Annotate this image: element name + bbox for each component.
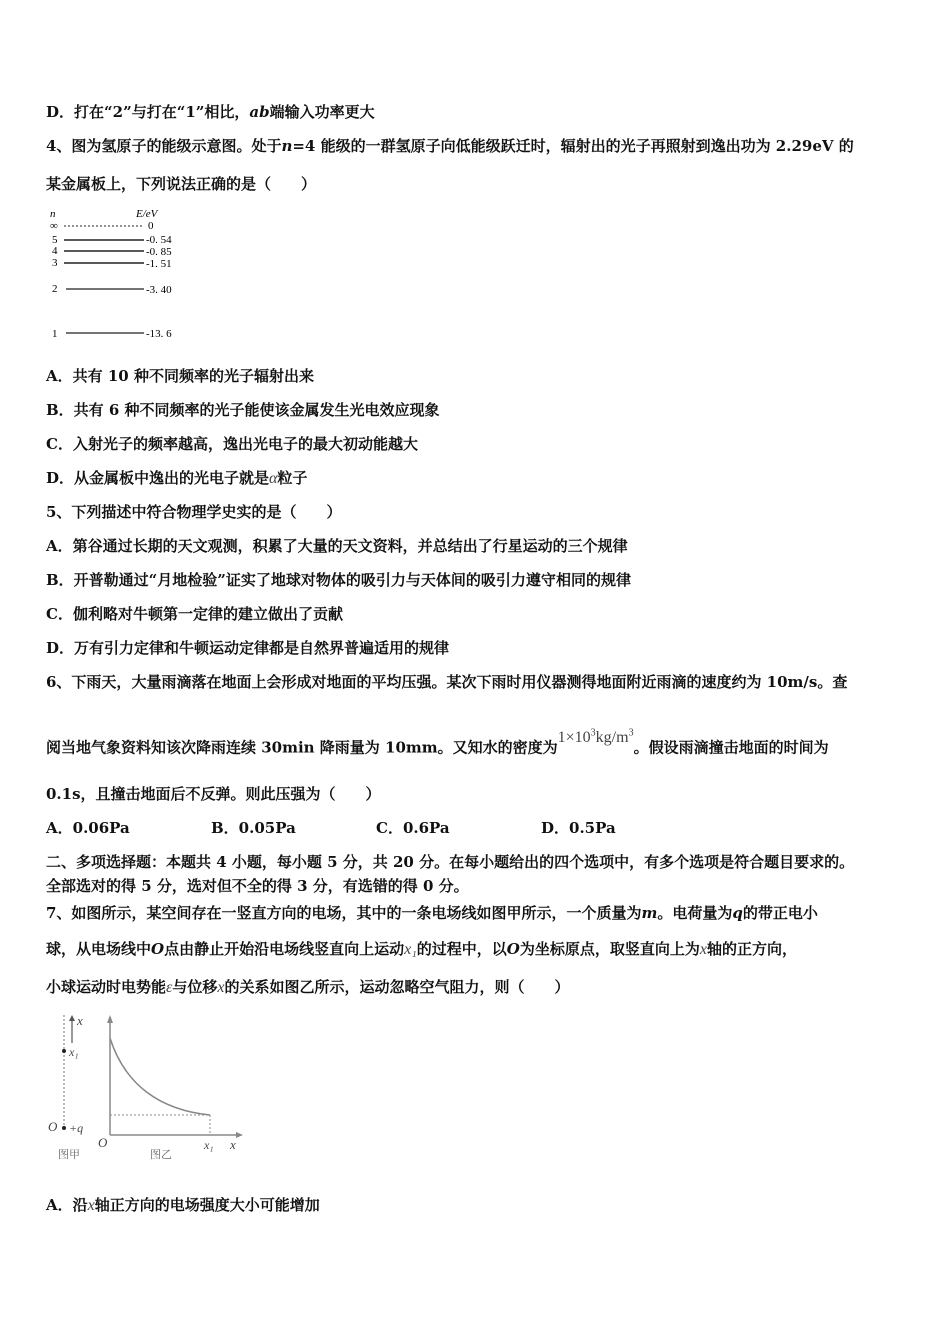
q6-option-b: B．0.05Pa — [211, 819, 296, 837]
svg-text:4: 4 — [52, 245, 58, 257]
q4-option-a: A．共有 10 种不同频率的光子辐射出来 — [46, 367, 314, 385]
potential-energy-curve — [110, 1038, 210, 1115]
density-value: $1\times 10^3kg/m^3$ — [557, 728, 634, 747]
svg-text:x₁: x₁ — [69, 1045, 79, 1059]
svg-text:-0. 85: -0. 85 — [146, 246, 172, 258]
svg-text:-13. 6: -13. 6 — [146, 328, 172, 340]
level-1 — [52, 328, 172, 340]
text: D．打在“2”与打在“1”相比， — [46, 103, 250, 121]
svg-text:1: 1 — [52, 328, 58, 340]
text: 阅当地气象资料知该次降雨连续 30min 降雨量为 10mm。又知水的密度为 — [46, 738, 558, 757]
q6-stem-line3: 0.1s，且撞击地面后不反弹。则此压强为（ ） — [46, 785, 381, 803]
svg-text:5: 5 — [52, 234, 58, 246]
svg-text:∞: ∞ — [50, 220, 58, 232]
q5-option-d: D．万有引力定律和牛顿运动定律都是自然界普遍适用的规律 — [46, 639, 450, 657]
svg-text:+q: +q — [69, 1121, 84, 1135]
text: =4 能级的一群氢原子向低能级跃迁时，辐射出的光子再照射到逸出功为 2.29eV 的 — [292, 137, 854, 155]
q7-option-a: A．沿x轴正方向的电场强度大小可能增加 — [46, 1196, 320, 1214]
text: 。假设雨滴撞击地面的时间为 — [633, 738, 829, 757]
text: 4、图为氢原子的能级示意图。处于 — [46, 137, 282, 155]
q7-stem-line2: 球，从电场线中O点由静止开始沿电场线竖直向上运动x₁的过程中，以O为坐标原点，取竖直向上为x轴的正方向， — [46, 940, 798, 958]
svg-text:O: O — [48, 1119, 58, 1134]
var-ab: ab — [249, 103, 270, 121]
svg-text:0: 0 — [148, 220, 154, 232]
q4-option-b: B．共有 6 种不同频率的光子能使该金属发生光电效应现象 — [46, 401, 440, 419]
q4-option-c: C．入射光子的频率越高，逸出光电子的最大初动能越大 — [46, 435, 418, 453]
level-5 — [52, 234, 172, 246]
q6-stem-line2 — [46, 728, 829, 758]
q7-stem-line1: 7、如图所示，某空间存在一竖直方向的电场，其中的一条电场线如图甲所示，一个质量为m。电荷量为q的带正电小 — [46, 904, 818, 922]
q6-stem-line1: 6、下雨天，大量雨滴落在地面上会形成对地面的平均压强。某次下雨时用仪器测得地面附近雨滴的速度约为 10m/s。查 — [46, 673, 848, 691]
svg-text:x₁: x₁ — [204, 1138, 214, 1152]
e-axis-label: E/eV — [136, 208, 158, 220]
section-2-instructions: 全部选对的得 5 分，选对但不全的得 3 分，有选错的得 0 分。 — [46, 877, 469, 895]
level-2 — [52, 283, 172, 296]
q4-option-d — [46, 468, 307, 489]
svg-text:-1. 51: -1. 51 — [146, 258, 172, 270]
level-3 — [52, 257, 172, 270]
var-n: n — [281, 137, 293, 155]
svg-text:3: 3 — [52, 257, 58, 269]
text: 粒子 — [277, 469, 308, 487]
section-2-heading: 二、多项选择题：本题共 4 小题，每小题 5 分，共 20 分。在每小题给出的四个选项中，有多个选项是符合题目要求的。 — [46, 853, 855, 871]
q4-stem-line1 — [46, 136, 854, 156]
q6-option-d: D．0.5Pa — [541, 819, 616, 837]
figure-yi — [98, 1015, 243, 1161]
q7-stem-line3: 小球运动时电势能ε与位移x的关系如图乙所示，运动忽略空气阻力，则（ ） — [46, 978, 570, 996]
q7-figure — [40, 1005, 260, 1170]
q5-option-b: B．开普勒通过“月地检验”证实了地球对物体的吸引力与天体间的吸引力遵守相同的规律 — [46, 571, 631, 589]
q5-option-a: A．第谷通过长期的天文观测，积累了大量的天文资料，并总结出了行星运动的三个规律 — [46, 537, 628, 555]
q3-option-d — [46, 102, 375, 122]
level-4 — [52, 245, 172, 258]
svg-text:图乙: 图乙 — [150, 1149, 172, 1161]
svg-text:图甲: 图甲 — [58, 1149, 80, 1161]
q6-option-a: A．0.06Pa — [46, 819, 130, 837]
text: D．从金属板中逸出的光电子就是 — [46, 469, 270, 487]
svg-text:-0. 54: -0. 54 — [146, 234, 172, 246]
svg-text:O: O — [98, 1135, 108, 1150]
q6-options — [46, 818, 706, 838]
svg-text:2: 2 — [52, 283, 58, 295]
svg-text:x: x — [230, 1137, 236, 1152]
figure-jia — [48, 1013, 83, 1161]
n-axis-label: n — [50, 208, 56, 220]
q5-stem: 5、下列描述中符合物理学史实的是（ ） — [46, 503, 342, 521]
svg-text:x: x — [77, 1013, 83, 1028]
level-inf — [50, 220, 154, 232]
svg-text:-3. 40: -3. 40 — [146, 284, 172, 296]
q4-stem-line2: 某金属板上，下列说法正确的是（ ） — [46, 175, 317, 193]
energy-level-diagram — [44, 204, 204, 349]
text: 端输入功率更大 — [269, 103, 375, 121]
q5-option-c: C．伽利略对牛顿第一定律的建立做出了贡献 — [46, 605, 343, 623]
alpha-symbol: α — [269, 470, 278, 487]
q6-option-c: C．0.6Pa — [376, 819, 450, 837]
